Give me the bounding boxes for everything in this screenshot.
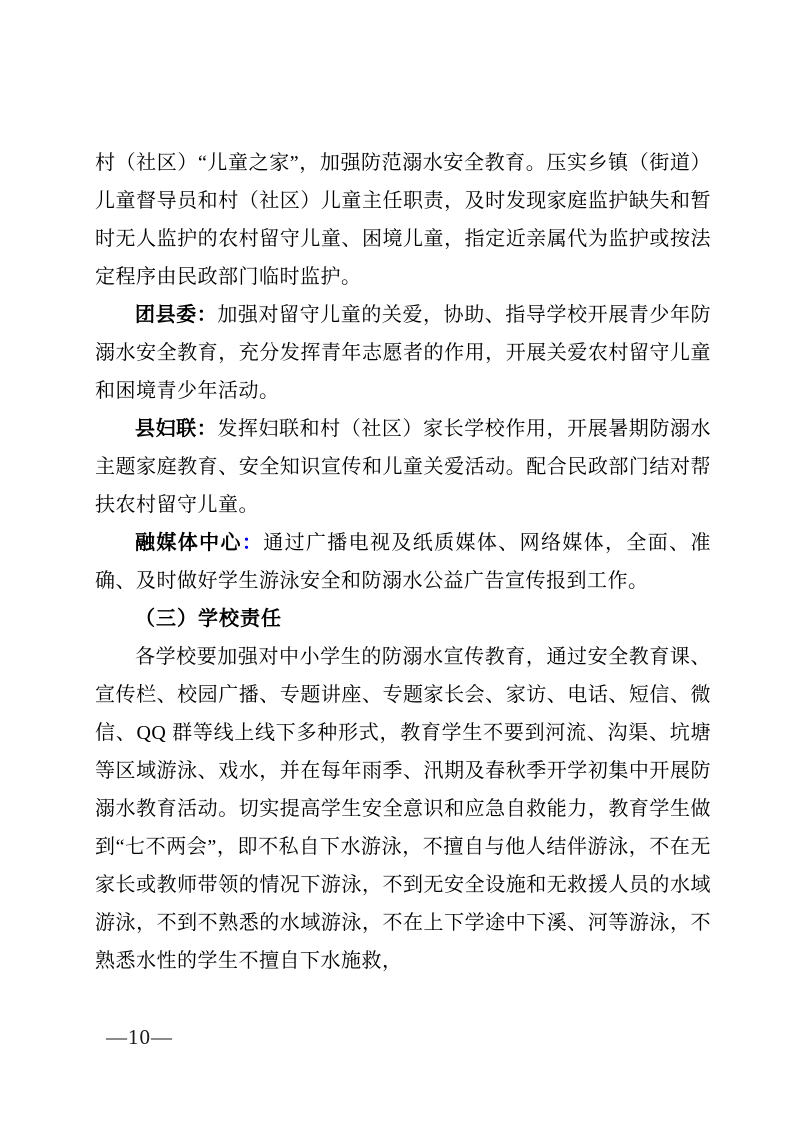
org-label: 团县委: [135, 304, 197, 326]
page-number: —10—: [106, 1025, 173, 1049]
section-heading-text: （三）学校责任: [135, 608, 282, 630]
org-label: 县妇联: [135, 418, 197, 440]
paragraph-xian-fu-lian: [95, 410, 711, 524]
org-label-colon-blue: ：: [241, 532, 264, 554]
paragraph-school-education: [95, 638, 711, 980]
org-label-colon: ：: [196, 418, 218, 440]
section-heading-school-responsibility: [95, 600, 711, 638]
paragraph-text: 各学校要加强对中小学生的防溺水宣传教育，通过安全教育课、宣传栏、校园广播、专题讲座、专题家长会、家访、电话、短信、微信、QQ 群等线上线下多种形式，教育学生不要到河流、沟渠、坑塘等区域游泳、戏水，并在每年雨季、汛期及春秋季开学初集中开展防溺水教育活动。切实提高学生安全意识和应急自救能力，教育学生做到“七不两会”，即不私自下水游泳，不擅自与他人结伴游泳，不在无家长或教师带领的情况下游泳，不到无安全设施和无救援人员的水域游泳，不到不熟悉的水域游泳，不在上下学途中下溪、河等游泳，不熟悉水性的学生不擅自下水施救，: [95, 646, 711, 972]
paragraph-text: 村（社区）“儿童之家”，加强防范溺水安全教育。压实乡镇（街道）儿童督导员和村（社区）儿童主任职责，及时发现家庭监护缺失和暂时无人监护的农村留守儿童、困境儿童，指定近亲属代为监护或按法定程序由民政部门临时监护。: [95, 152, 711, 288]
org-label-colon: ：: [196, 304, 218, 326]
document-text-block: [95, 144, 711, 980]
org-label: 融媒体中心: [135, 532, 242, 554]
paragraph-text: 发挥妇联和村（社区）家长学校作用，开展暑期防溺水主题家庭教育、安全知识宣传和儿童关爱活动。配合民政部门结对帮扶农村留守儿童。: [95, 418, 712, 516]
paragraph-tuan-xian-wei: [95, 296, 711, 410]
paragraph-continuation: [95, 144, 711, 296]
paragraph-text: 通过广播电视及纸质媒体、网络媒体，全面、准确、及时做好学生游泳安全和防溺水公益广告宣传报到工作。: [95, 532, 712, 592]
paragraph-text: 加强对留守儿童的关爱，协助、指导学校开展青少年防溺水安全教育，充分发挥青年志愿者的作用，开展关爱农村留守儿童和困境青少年活动。: [95, 304, 712, 402]
paragraph-rong-mei-ti: [95, 524, 711, 600]
